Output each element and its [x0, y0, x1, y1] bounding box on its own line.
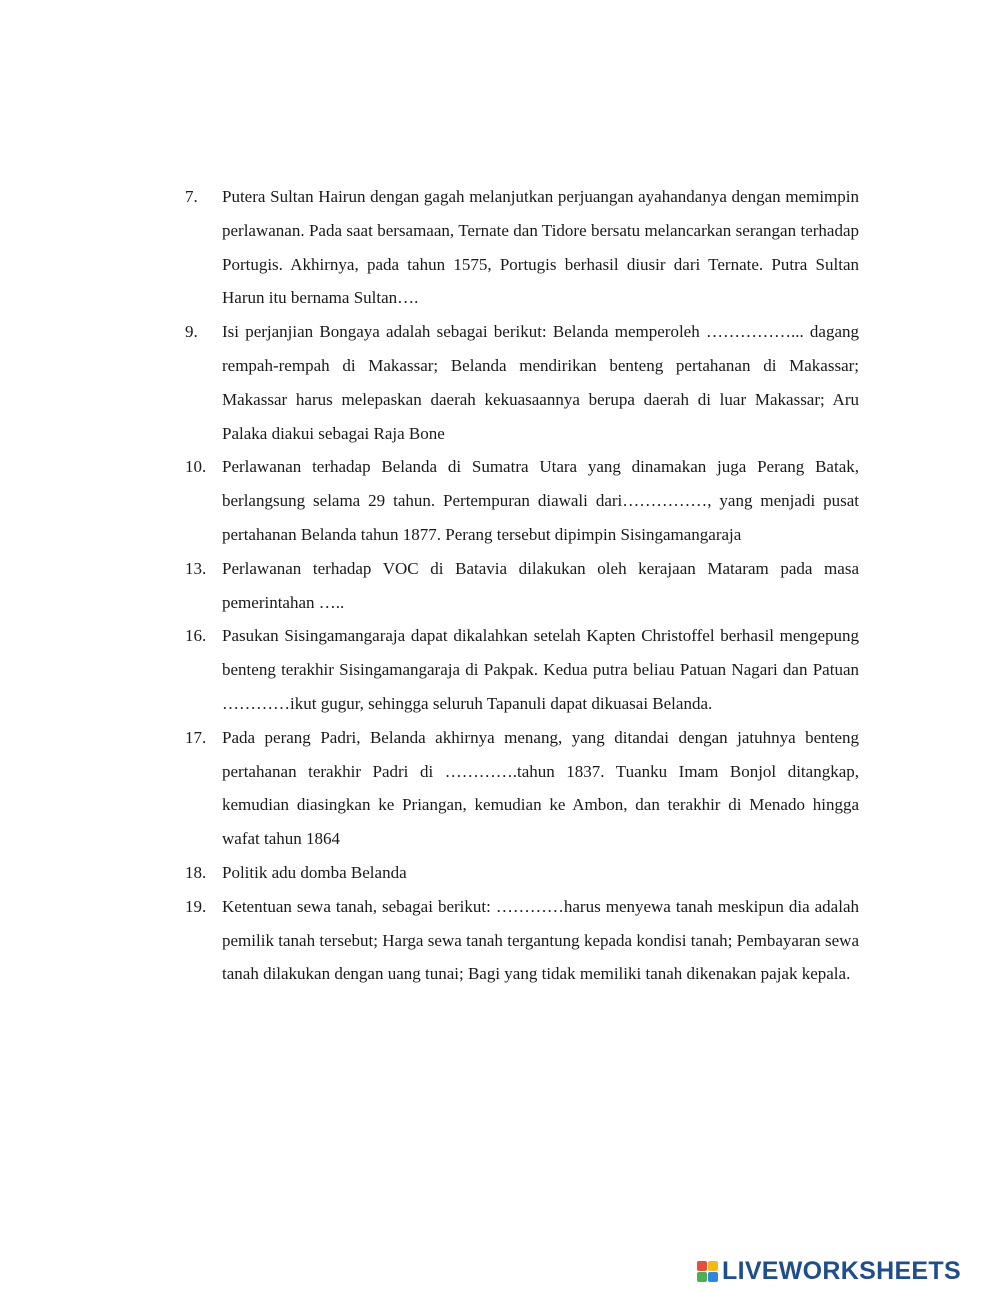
logo-square-yellow: [708, 1261, 718, 1271]
question-list: [185, 180, 859, 991]
question-item: [185, 721, 859, 856]
question-text: Isi perjanjian Bongaya adalah sebagai berikut: Belanda memperoleh ……………... dagang rempah-rempah di Makassar; Belanda mendirikan benteng pertahanan di Makassar; Makassar harus melepaskan daerah kekuasaannya berupa daerah di luar Makassar; Aru Palaka diakui sebagai Raja Bone: [222, 322, 859, 443]
question-number: 10.: [185, 457, 207, 477]
question-text: Politik adu domba Belanda: [222, 862, 407, 882]
question-number: 19.: [185, 896, 207, 916]
question-item: [185, 856, 859, 890]
question-item: [185, 450, 859, 551]
question-number: 18.: [185, 862, 207, 882]
question-text: Putera Sultan Hairun dengan gagah melanjutkan perjuangan ayahandanya dengan memimpin perlawanan. Pada saat bersamaan, Ternate dan Tidore bersatu melancarkan serangan terhadap Portugis. Akhirnya, pada tahun 1575, Portugis berhasil diusir dari Ternate. Putra Sultan Harun itu bernama Sultan….: [222, 187, 859, 308]
liveworksheets-mark-icon: [697, 1261, 718, 1282]
question-text: Ketentuan sewa tanah, sebagai berikut: …………harus menyewa tanah meskipun dia adalah pemilik tanah tersebut; Harga sewa tanah tergantung kepada kondisi tanah; Pembayaran sewa tanah dilakukan dengan uang tunai; Bagi yang tidak memiliki tanah dikenakan pajak kepala.: [222, 896, 859, 984]
logo-text: LIVEWORKSHEETS: [722, 1256, 961, 1285]
question-item: [185, 890, 859, 991]
question-item: [185, 315, 859, 450]
question-number: 16.: [185, 626, 207, 646]
logo-square-red: [697, 1261, 707, 1271]
question-item: [185, 619, 859, 720]
question-item: [185, 180, 859, 315]
question-number: 13.: [185, 558, 207, 578]
question-text: Perlawanan terhadap VOC di Batavia dilakukan oleh kerajaan Mataram pada masa pemerintahan …..: [222, 558, 859, 612]
question-number: 7.: [185, 187, 198, 206]
question-text: Pasukan Sisingamangaraja dapat dikalahkan setelah Kapten Christoffel berhasil mengepung benteng terakhir Sisingamangaraja di Pakpak. Kedua putra beliau Patuan Nagari dan Patuan …………ikut gugur, sehingga seluruh Tapanuli dapat dikuasai Belanda.: [222, 626, 859, 713]
question-text: Pada perang Padri, Belanda akhirnya menang, yang ditandai dengan jatuhnya benteng pertahanan terakhir Padri di ………….tahun 1837. Tuanku Imam Bonjol ditangkap, kemudian diasingkan ke Priangan, kemudian ke Ambon, dan terakhir di Menado hingga wafat tahun 1864: [222, 727, 859, 849]
question-text: Perlawanan terhadap Belanda di Sumatra Utara yang dinamakan juga Perang Batak, berlangsung selama 29 tahun. Pertempuran diawali dari……………, yang menjadi pusat pertahanan Belanda tahun 1877. Perang tersebut dipimpin Sisingamangaraja: [222, 457, 859, 544]
logo-square-blue: [708, 1272, 718, 1282]
question-number: 9.: [185, 322, 198, 342]
liveworksheets-logo: [697, 1255, 961, 1287]
question-item: [185, 552, 859, 620]
logo-square-green: [697, 1272, 707, 1282]
question-number: 17.: [185, 727, 207, 747]
